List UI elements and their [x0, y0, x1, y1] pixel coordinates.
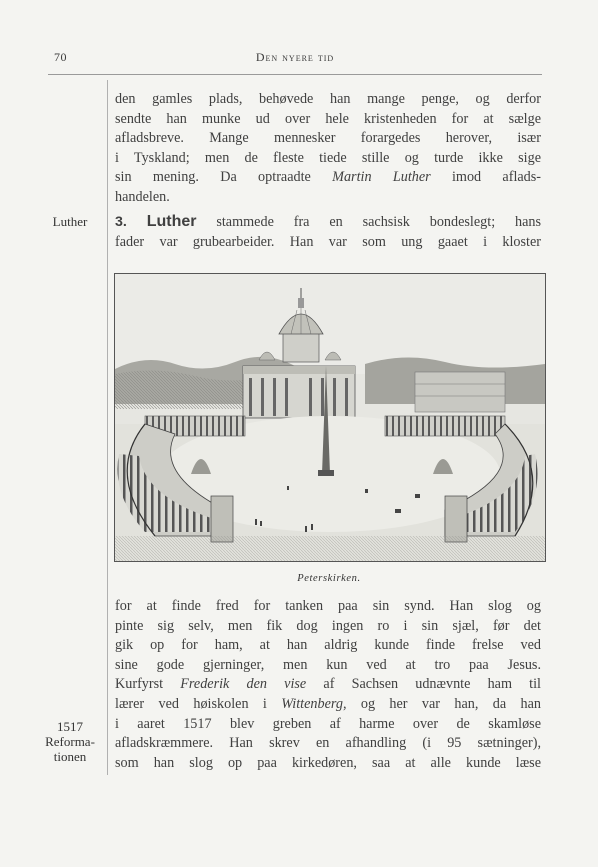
paragraph-3	[115, 597, 541, 773]
engraving-image	[115, 274, 545, 561]
section-heading: Luther	[146, 213, 197, 230]
text-line: pinte sig selv, men fik dog ingen ro i sin sjæl, før det	[115, 617, 541, 634]
text-line	[115, 168, 541, 188]
text-line: for at finde fred for tanken paa sin synd. Han slog og	[115, 598, 541, 614]
text-run: Kurfyrst	[115, 676, 181, 693]
text-line: som han slog op paa kirkedøren, saa at alle kunde læse	[115, 754, 541, 771]
page-number: 70	[54, 50, 67, 64]
text-line	[115, 675, 541, 695]
text-run: sin mening. Da optraadte	[115, 169, 333, 186]
paragraph-1	[115, 90, 541, 208]
text-line: den gamles plads, behøvede han mange penge, og derfor	[115, 91, 541, 107]
margin-note-reformation	[38, 719, 102, 764]
person-name: Martin Luther	[332, 169, 431, 186]
header-rule	[48, 74, 542, 75]
margin-rule	[107, 80, 108, 775]
peterskirken-illustration	[114, 273, 546, 562]
text-run: imod aflads-	[430, 169, 542, 186]
page-header	[48, 50, 542, 70]
paragraph-2	[115, 212, 541, 252]
text-line: handelen.	[115, 188, 170, 205]
margin-note-year: 1517	[57, 719, 83, 734]
text-line: sine gode gjerninger, men kun ved at tro paa Jesus.	[115, 656, 541, 673]
text-line: gik op for ham, at han aldrig kunde finde frelse ved	[115, 637, 541, 654]
text-run: stammede fra en sachsisk bondeslegt; hans	[196, 214, 541, 230]
text-line	[115, 212, 541, 233]
text-line: i aaret 1517 blev greben af harme over de skamløse	[115, 715, 541, 732]
text-run: af Sachsen udnævnte ham til	[306, 676, 541, 693]
text-line	[115, 695, 541, 715]
text-line: sendte han munke ud over hele kristenheden for at sælge	[115, 110, 541, 127]
margin-note-luther: Luther	[52, 214, 88, 229]
text-line: afladskræmmere. Han skrev en afhandling (i 95 sætninger),	[115, 735, 541, 752]
margin-note-reformation-1: Reforma-	[45, 734, 95, 749]
place-name: Wittenberg	[281, 695, 343, 712]
text-line: fader var grubearbeider. Han var som ung gaaet i kloster	[115, 233, 541, 250]
text-run: lærer ved høiskolen i	[115, 695, 282, 712]
person-name: Frederik den vise	[180, 676, 307, 693]
running-title: Den nyere tid	[255, 50, 335, 64]
section-number: 3.	[115, 214, 127, 230]
text-line: i Tyskland; men de fleste tiede stille og turde ikke sige	[115, 149, 541, 166]
figure-caption: Peterskirken.	[297, 573, 361, 584]
text-line: afladsbreve. Mange mennesker forargedes herover, især	[115, 130, 541, 147]
text-run: , og her var han, da han	[342, 695, 542, 712]
margin-note-reformation-2: tionen	[53, 749, 87, 764]
